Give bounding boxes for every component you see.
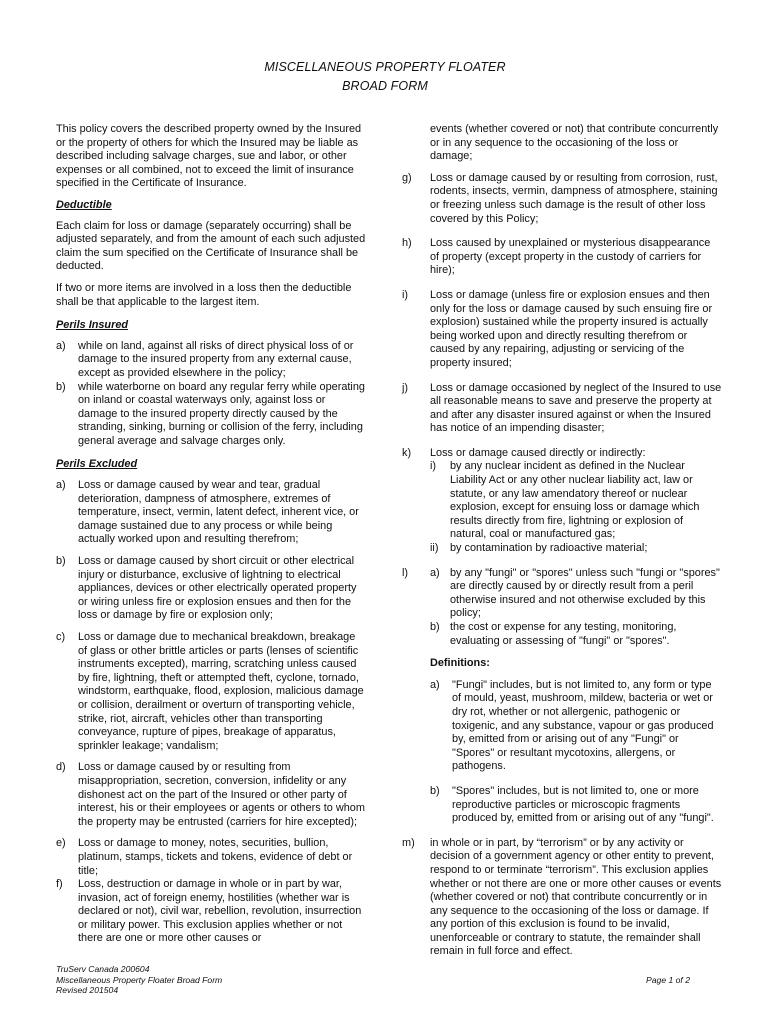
- list-text: Loss or damage caused by or resulting from misappropriation, secretion, conversion, infidelity or any dishonest act on the part of the Insured or other party of interest, his or their employees or agents or others to whom the property may be entrusted (carriers for hire excepted);: [78, 761, 365, 828]
- definition-text: "Spores" includes, but is not limited to, one or more reproductive particles or microscopic fragments produced by, emitted from or arising out of any "fungi".: [452, 784, 714, 825]
- exclusion-l-body: [430, 567, 722, 649]
- list-item: [56, 555, 366, 623]
- list-text: Loss caused by unexplained or mysterious disappearance of property (except property in the custody of carriers for hire);: [430, 237, 711, 277]
- sub-marker: b): [430, 621, 440, 633]
- page-footer: [56, 964, 690, 996]
- list-text: Loss or damage caused by or resulting from corrosion, rust, rodents, insects, vermin, dampness of atmosphere, staining or freezing unless such damage is the result of other loss covered by this Policy;: [430, 171, 718, 225]
- list-marker: g): [402, 171, 412, 184]
- list-text: Loss or damage occasioned by neglect of the Insured to use all reasonable means to save and preserve the property at and after any disaster insured against or when the Insured has notice of an impending disaster;: [430, 381, 722, 435]
- sub-list-item: [430, 621, 722, 648]
- definitions-list: [430, 679, 722, 826]
- sub-marker: a): [430, 566, 440, 579]
- page-number: Page 1 of 2: [646, 974, 690, 985]
- list-marker: h): [402, 237, 412, 250]
- exclusion-f-continued: events (whether covered or not) that contribute concurrently or in any sequence to the occasioning of the loss or damage;: [430, 123, 719, 163]
- sub-list-item: [430, 460, 722, 542]
- definition-item: [430, 785, 722, 826]
- intro-paragraph: This policy covers the described property owned by the Insured or the property of others for which the Insured may be liable as described including salvage charges, sue and labor, or other expenses or all combined, not to exceed the limit of insurance specified in the Certificate of Insurance.: [56, 123, 362, 190]
- list-marker: j): [402, 381, 409, 394]
- left-column: [56, 123, 366, 946]
- list-marker: m): [402, 836, 415, 849]
- exclusion-l: [402, 567, 722, 649]
- footer-line-2: Miscellaneous Property Floater Broad Form: [56, 974, 223, 985]
- exclusion-m: [402, 837, 722, 959]
- right-column: [402, 123, 722, 959]
- list-item: [402, 237, 722, 278]
- list-marker: a): [56, 479, 66, 492]
- list-text: Loss or damage caused by short circuit or other electrical injury or disturbance, exclusive of lightning to electrical appliances, devices or other electrically operated property or wiring unless fire or explosion ensues and then for the loss or damage by fire or explosion only;: [78, 555, 357, 622]
- list-item: [56, 837, 366, 878]
- deductible-paragraph-1: Each claim for loss or damage (separately occurring) shall be adjusted separately, and from the amount of each such adjusted claim the sum specified on the Certificate of Insurance shall be deducted.: [56, 219, 366, 273]
- list-marker: b): [56, 380, 66, 393]
- list-text: Loss or damage caused by wear and tear, gradual deterioration, dampness of atmosphere, extremes of temperature, insect, vermin, latent defect, inherent vice, or damage sustained due to any process or while being actually worked upon and resulting therefrom;: [78, 479, 359, 546]
- sub-marker: i): [430, 460, 437, 473]
- exclusion-k: [402, 447, 722, 556]
- list-text: while waterborne on board any regular ferry while operating on inland or coastal waterways only, against loss or damage to the insured property directly caused by the stranding, sinking, burning or collision of the ferry, including general average and salvage charges only.: [78, 380, 365, 447]
- footer-line-1: TruServ Canada 200604: [56, 964, 150, 974]
- sub-list-item: [430, 567, 722, 621]
- list-marker: c): [56, 631, 66, 643]
- list-text: Loss, destruction or damage in whole or in part by war, invasion, act of foreign enemy, hostilities (whether war is declared or not), civil war, rebellion, revolution, insurrection or military power. This exclusion applies whether or not there are one or more other causes or: [78, 878, 362, 945]
- list-item: [56, 878, 366, 946]
- list-text: Loss or damage caused directly or indirectly:: [430, 446, 646, 459]
- sub-text: by any "fungi" or "spores" unless such "fungi or "spores" are directly caused by or directly result from a peril otherwise insured and not otherwise excluded by this policy;: [450, 566, 720, 620]
- list-marker: d): [56, 761, 66, 774]
- sub-text: the cost or expense for any testing, monitoring, evaluating or assessing of "fungi" or "spores".: [450, 621, 677, 647]
- definition-item: [430, 679, 722, 774]
- document-title: [0, 58, 770, 96]
- list-text: Loss or damage due to mechanical breakdown, breakage of glass or other brittle articles or parts (lenses of scientific instruments excepted), marring, scratching unless caused by fire, lightning, theft or attempted theft, cyclone, tornado, windstorm, earthquake, flood, explosion, malicious damage or collision, derailment or overturn of transporting vehicle, strike, riot, aircraft, vehicles other than transporting conveyance, rupture of pipes, breakage of apparatus, sprinkler leakage; vandalism;: [78, 631, 364, 752]
- list-item: [56, 381, 366, 449]
- list-marker: a): [56, 339, 66, 352]
- definitions-heading: Definitions:: [430, 657, 490, 670]
- sub-text: by contamination by radioactive material;: [450, 542, 648, 555]
- list-marker: l): [402, 566, 409, 579]
- definition-marker: a): [430, 678, 440, 691]
- list-text: Loss or damage to money, notes, securities, bullion, platinum, stamps, tickets and tokens, evidence of debt or title;: [78, 837, 353, 877]
- list-text: Loss or damage (unless fire or explosion ensues and then only for the loss or damage caused by such ensuing fire or explosion) sustained while the property insured is actually being worked upon and directly resulting therefrom or caused by any repairing, adjusting or servicing of the property insured;: [430, 288, 713, 369]
- definition-text: "Fungi" includes, but is not limited to, any form or type of mould, yeast, mushroom, mildew, bacteria or wet or dry rot, whether or not allergenic, pathogenic or toxigenic, and any substance, vapour or gas produced by, emitted from or arising out of any "Fungi" or "Spores" or resultant mycotoxins, allergens, or pathogens.: [452, 678, 714, 773]
- list-item: [56, 761, 366, 829]
- list-item: [402, 382, 722, 436]
- sub-list-item: [430, 542, 722, 556]
- exclusion-k-body: [430, 447, 722, 556]
- list-marker: e): [56, 837, 66, 850]
- deductible-paragraph-2: If two or more items are involved in a loss then the deductible shall be that applicable to the largest item.: [56, 281, 352, 308]
- sub-text: by any nuclear incident as defined in the Nuclear Liability Act or any other nuclear liability act, law or statute, or any law amendatory thereof or nuclear explosion, except for ensuing loss or damage which results directly from fire, lightning or explosion of natural, coal or manufactured gas;: [450, 460, 700, 541]
- list-marker: k): [402, 446, 412, 459]
- list-item: [56, 631, 366, 753]
- footer-line-3: Revised 201504: [56, 985, 119, 995]
- list-item: [402, 289, 722, 371]
- list-item: [402, 172, 722, 226]
- sub-marker: ii): [430, 542, 439, 555]
- list-text: in whole or in part, by “terrorism” or by any activity or decision of a government agency or other entity to prevent, respond to or terminate “terrorism”. This exclusion applies whether or not there are one or more other causes or events (whether covered or not) that contribute concurrently or in any sequence to the occasioning of the loss or damage. If any portion of this exclusion is found to be invalid, unenforceable or contrary to statute, the remainder shall remain in full force and effect.: [430, 836, 722, 958]
- perils-excluded-heading: Perils Excluded: [56, 458, 138, 471]
- list-text: while on land, against all risks of direct physical loss of or damage to the insured property from any external cause, except as provided elsewhere in the policy;: [78, 339, 354, 379]
- list-item: [56, 340, 366, 381]
- perils-insured-heading: Perils Insured: [56, 319, 129, 332]
- list-item: [56, 479, 366, 547]
- deductible-heading: Deductible: [56, 198, 112, 211]
- list-marker: i): [402, 288, 409, 301]
- list-marker: b): [56, 555, 66, 568]
- list-marker: f): [56, 878, 63, 891]
- definition-marker: b): [430, 784, 440, 797]
- title-line-1: MISCELLANEOUS PROPERTY FLOATER: [264, 60, 506, 74]
- title-line-2: BROAD FORM: [342, 79, 428, 93]
